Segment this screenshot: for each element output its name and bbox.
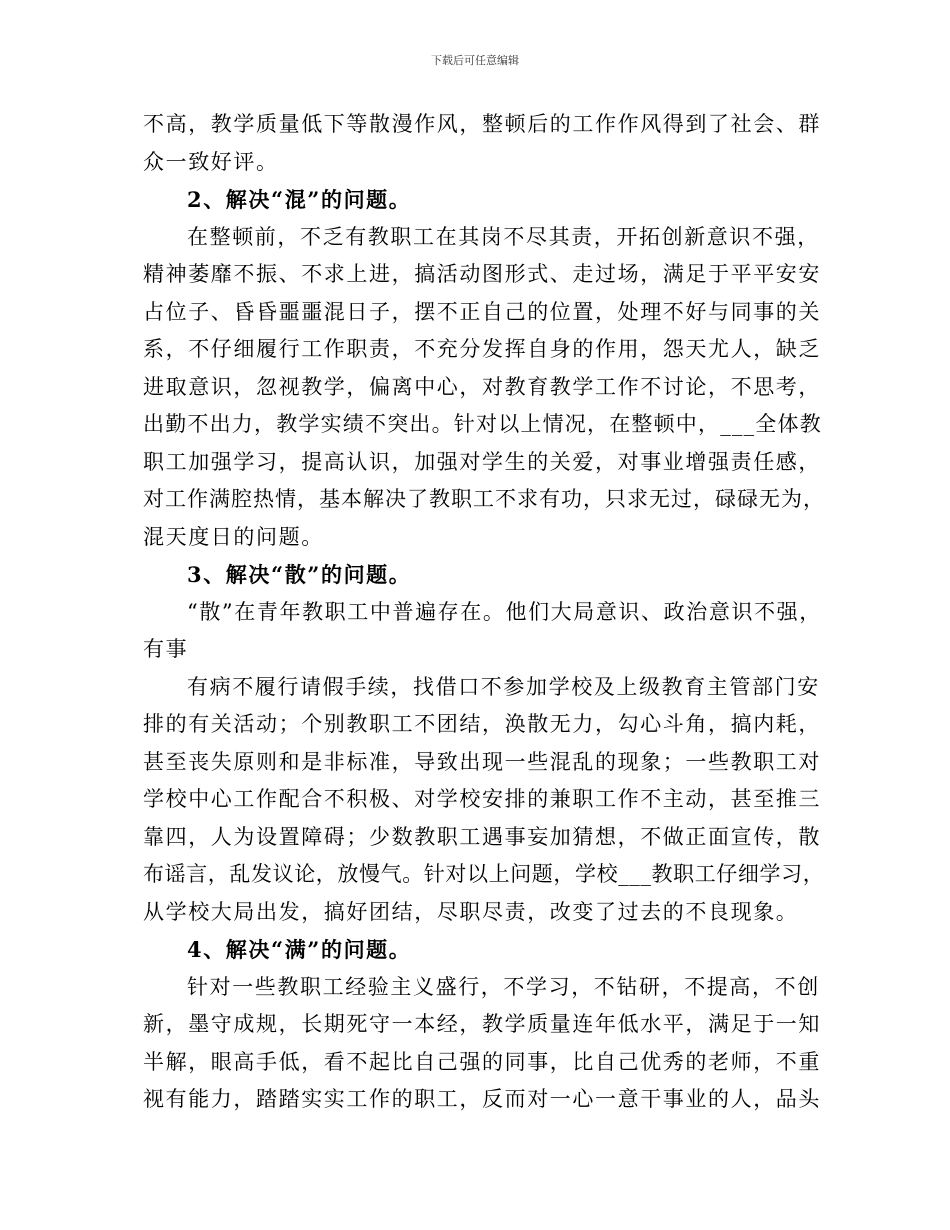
- body-line: 混天度日的问题。: [143, 524, 324, 549]
- section-heading: 2、解决“混”的问题。: [187, 187, 412, 212]
- body-line: 有事: [143, 637, 189, 661]
- body-line: 学校中心工作配合不积极、对学校安排的兼职工作不主动，甚至推三: [143, 787, 821, 811]
- section-heading: 3、解决“散”的问题。: [187, 562, 412, 587]
- body-line: 众一致好评。: [143, 149, 279, 174]
- body-line: “散”在青年教职工中普遍存在。他们大局意识、政治意识不强，: [187, 599, 822, 624]
- body-line: 职工加强学习，提高认识，加强对学生的关爱，对事业增强责任感，: [143, 449, 821, 474]
- body-line: 针对一些教职工经验主义盛行，不学习，不钻研，不提高，不创: [187, 974, 820, 999]
- body-line: 排的有关活动；个别教职工不团结，涣散无力，勾心斗角，搞内耗，: [143, 712, 821, 736]
- body-line: 出勤不出力，教学实绩不突出。针对以上情况，在整顿中，___全体教: [143, 412, 822, 436]
- body-line: 不高，教学质量低下等散漫作风，整顿后的工作作风得到了社会、群: [143, 112, 821, 136]
- body-line: 新，墨守成规，长期死守一本经，教学质量连年低水平，满足于一知: [143, 1012, 821, 1036]
- body-line: 半解，眼高手低，看不起比自己强的同事，比自己优秀的老师，不重: [143, 1049, 821, 1074]
- body-line: 进取意识，忽视教学，偏离中心，对教育教学工作不讨论，不思考，: [143, 374, 821, 399]
- body-line: 布谣言，乱发议论，放慢气。针对以上问题，学校___教职工仔细学习，: [143, 862, 825, 886]
- body-line: 占位子、昏昏噩噩混日子，摆不正自己的位置，处理不好与同事的关: [143, 299, 821, 324]
- body-line: 视有能力，踏踏实实工作的职工，反而对一心一意干事业的人，品头: [143, 1087, 821, 1111]
- body-line: 对工作满腔热情，基本解决了教职工不求有功，只求无过，碌碌无为，: [143, 487, 825, 511]
- body-line: 精神萎靡不振、不求上进，搞活动图形式、走过场，满足于平平安安: [143, 262, 821, 286]
- section-heading: 4、解决“满”的问题。: [187, 937, 412, 962]
- body-line: 从学校大局出发，搞好团结，尽职尽责，改变了过去的不良现象。: [143, 899, 799, 924]
- body-line: 靠四，人为设置障碍；少数教职工遇事妄加猜想，不做正面宣传，散: [143, 824, 821, 849]
- body-line: 系，不仔细履行工作职责，不充分发挥自身的作用，怨天尤人，缺乏: [143, 337, 821, 361]
- document-body: [143, 106, 826, 1119]
- body-line: 甚至丧失原则和是非标准，导致出现一些混乱的现象；一些教职工对: [143, 749, 821, 774]
- body-line: 在整顿前，不乏有教职工在其岗不尽其责，开拓创新意识不强，: [187, 224, 820, 249]
- page-header: 下载后可任意编辑: [431, 54, 519, 67]
- body-line: 有病不履行请假手续，找借口不参加学校及上级教育主管部门安: [187, 674, 820, 699]
